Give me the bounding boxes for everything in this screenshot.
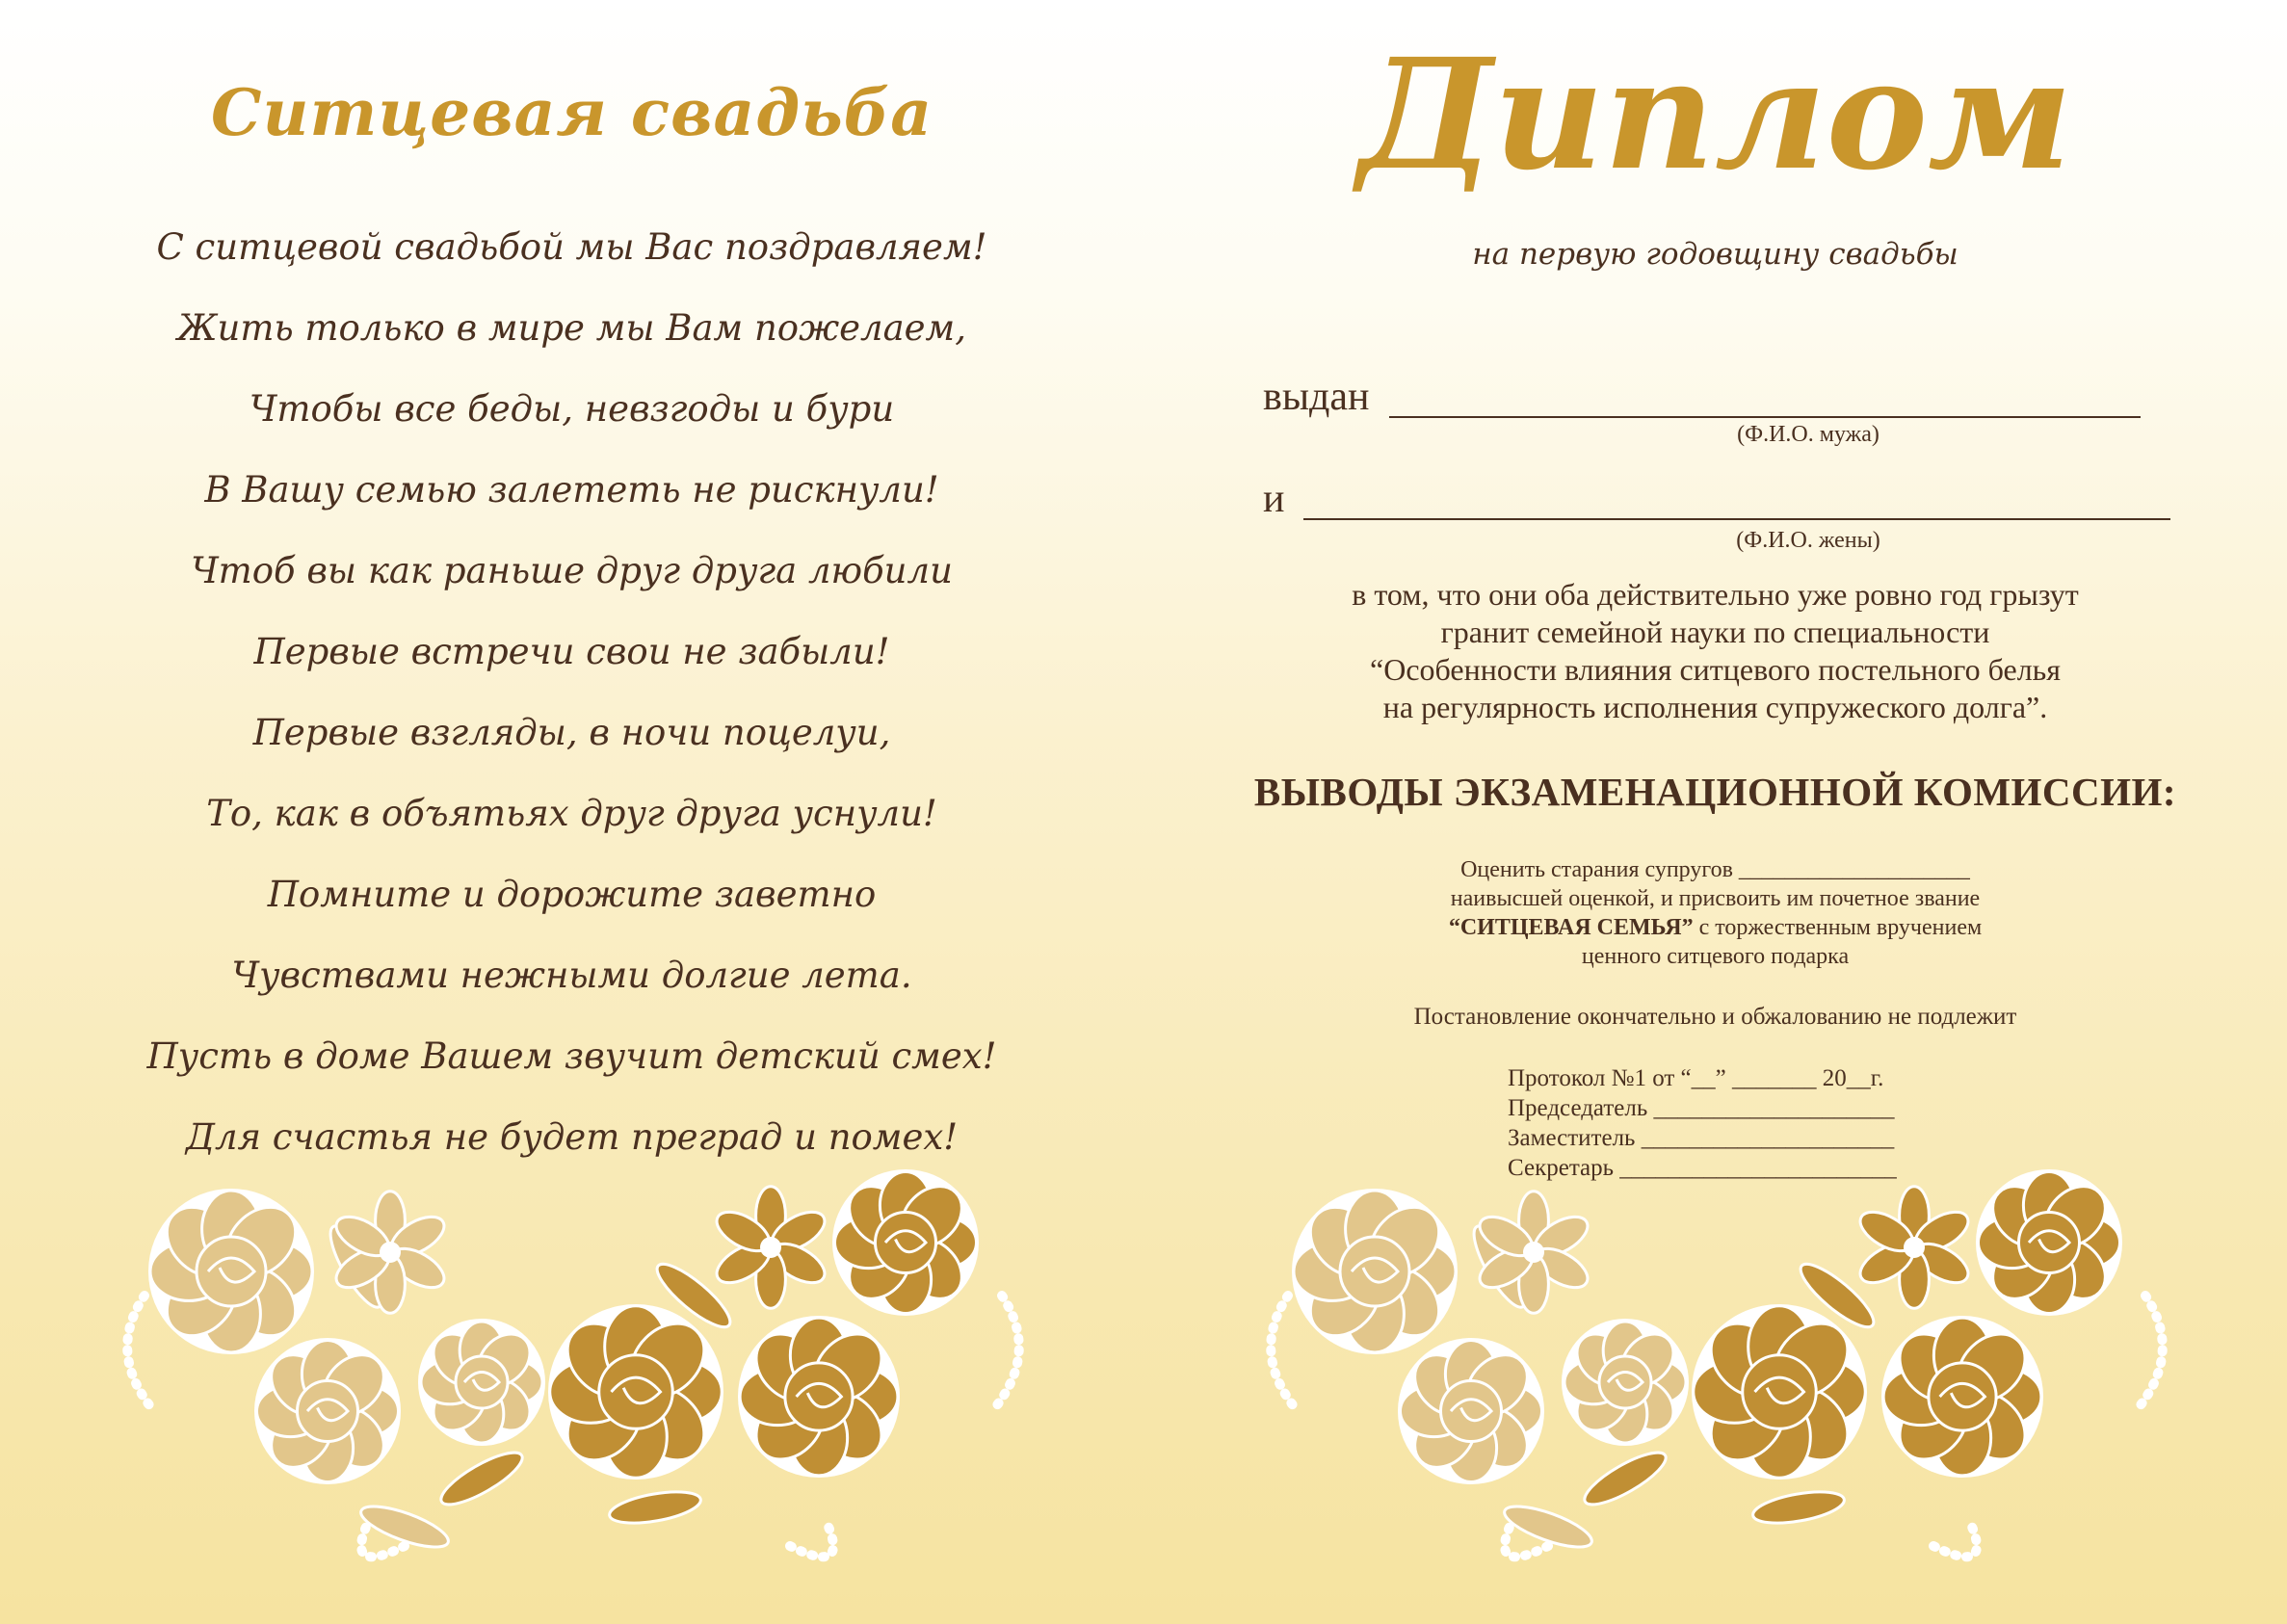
poem-line: Чтобы все беды, невзгоды и бури	[249, 388, 895, 430]
rose-shape	[738, 1316, 900, 1478]
leaf-shape	[434, 1444, 528, 1513]
conclusion-line: Оценить старания супругов ____________________	[1460, 857, 1970, 882]
conclusion-line: ценного ситцевого подарка	[1581, 944, 1850, 969]
bloom-shape	[1854, 1187, 1975, 1309]
rose-shape	[1292, 1189, 1458, 1354]
conclusion	[1144, 855, 2287, 971]
deputy-line: Заместитель _____________________	[1508, 1125, 1895, 1151]
poem-line: Жить только в мире мы Вам пожелаем,	[176, 307, 966, 349]
honorary-title: “СИТЦЕВАЯ СЕМЬЯ”	[1448, 915, 1694, 940]
poem	[0, 207, 1144, 1178]
final-note: Постановление окончательно и обжалованию не подлежит	[1413, 1004, 2017, 1030]
statement-line: в том, что они оба действительно уже ровно год грызут	[1352, 577, 2079, 612]
diploma-subtitle: на первую годовщину свадьбы	[1472, 237, 1958, 272]
leaf-shape	[1578, 1444, 1671, 1513]
right-page	[1144, 0, 2287, 1624]
husband-name-line[interactable]	[1389, 378, 2141, 418]
rose-shape	[418, 1319, 545, 1446]
diploma-title: Диплом	[1357, 26, 2073, 204]
rose-shape	[1562, 1319, 1689, 1446]
leaf-shape	[1750, 1486, 1846, 1529]
poem-line: То, как в объятьях друг друга уснули!	[206, 793, 937, 834]
bloom-shape	[711, 1187, 831, 1309]
conclusion-line: наивысшей оценкой, и присвоить им почетное звание	[1450, 886, 1981, 911]
rose-shape	[1976, 1169, 2122, 1316]
poem-line: Чтоб вы как раньше друг друга любили	[191, 550, 953, 591]
statement-line: “Особенности влияния ситцевого постельного белья	[1370, 652, 2061, 687]
chairman-line: Председатель ____________________	[1508, 1095, 1895, 1121]
poem-line: Первые встречи свои не забыли!	[253, 631, 890, 672]
issued-label: выдан	[1263, 375, 1370, 419]
secretary-line: Секретарь _______________________	[1508, 1155, 1897, 1181]
rose-shape	[254, 1338, 401, 1484]
wife-name-line[interactable]	[1303, 480, 2170, 520]
protocol-line: Протокол №1 от “__” _______ 20__г.	[1508, 1065, 1884, 1091]
poem-line: Пусть в доме Вашем звучит детский смех!	[146, 1035, 997, 1077]
leaf-shape	[607, 1486, 702, 1529]
floral-ornament-right	[1259, 1161, 2184, 1585]
left-title: Ситцевая свадьба	[210, 75, 933, 150]
rose-shape	[148, 1189, 314, 1354]
wife-field	[1263, 478, 2170, 520]
statement	[1182, 576, 2248, 726]
poem-line: С ситцевой свадьбой мы Вас поздравляем!	[156, 226, 987, 268]
commission-heading: ВЫВОДЫ ЭКЗАМЕНАЦИОННОЙ КОМИССИИ:	[1253, 770, 2177, 814]
conclusion-title-line	[1144, 913, 2287, 942]
statement-line: на регулярность исполнения супружеского долга”.	[1382, 690, 2048, 724]
rose-shape	[548, 1304, 723, 1480]
husband-hint: (Ф.И.О. мужа)	[1737, 422, 1880, 447]
rose-shape	[1398, 1338, 1544, 1484]
floral-ornament-left	[116, 1161, 1040, 1585]
husband-field	[1263, 376, 2141, 418]
and-label: и	[1263, 477, 1285, 521]
poem-line: Помните и дорожите заветно	[267, 874, 877, 915]
rose-shape	[832, 1169, 979, 1316]
poem-line: В Вашу семью залететь не рискнули!	[204, 469, 939, 511]
statement-line: гранит семейной науки по специальности	[1440, 615, 1990, 649]
conclusion-line: с торжественным вручением	[1693, 915, 1983, 940]
poem-line: Первые взгляды, в ночи поцелуи,	[252, 712, 891, 753]
rose-shape	[1881, 1316, 2043, 1478]
wife-hint: (Ф.И.О. жены)	[1736, 528, 1880, 553]
poem-line: Для счастья не будет преград и помех!	[185, 1116, 959, 1158]
poem-line: Чувствами нежными долгие лета.	[231, 955, 912, 996]
rose-shape	[1692, 1304, 1867, 1480]
